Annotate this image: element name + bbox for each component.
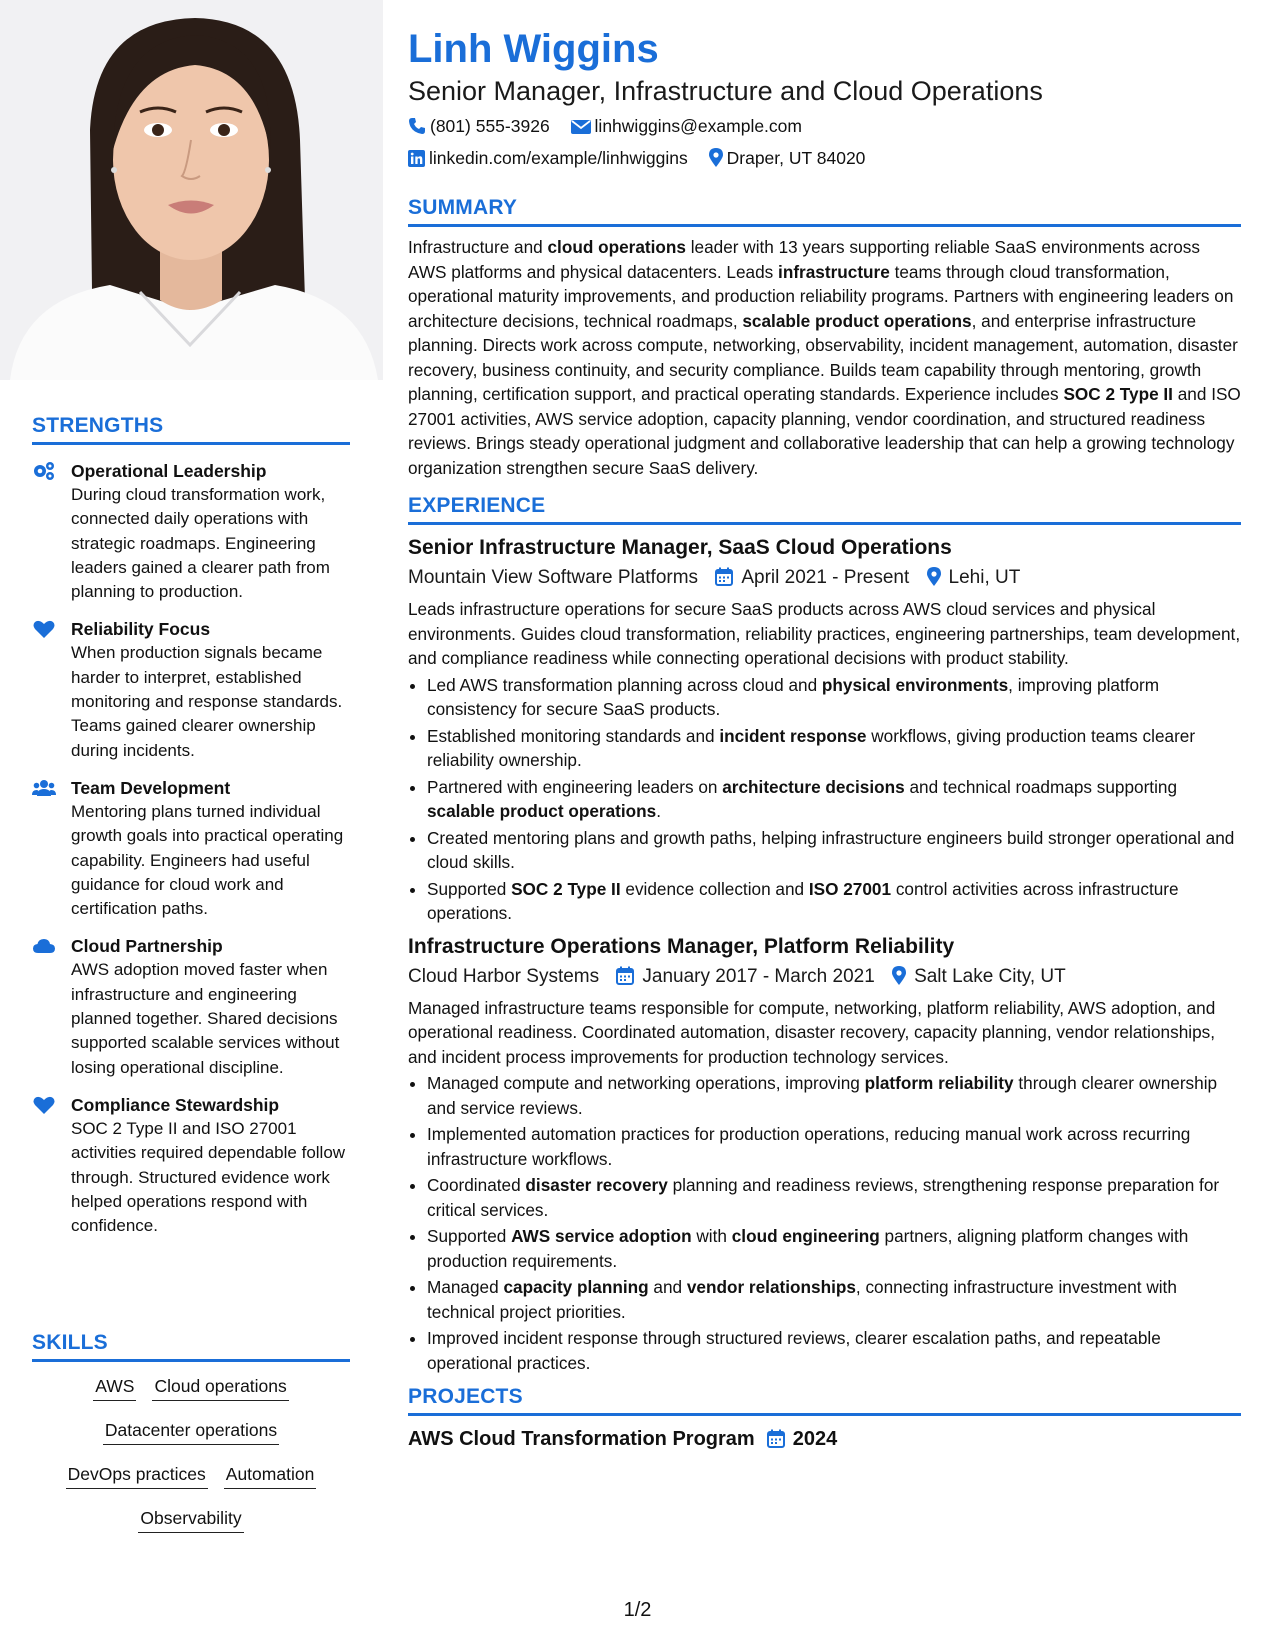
users-icon xyxy=(32,778,56,798)
skill-row xyxy=(16,1420,366,1450)
page-number: 1/2 xyxy=(623,1599,652,1621)
skill-tag: Datacenter operations xyxy=(103,1420,279,1445)
calendar-icon xyxy=(616,966,634,985)
linkedin-contact[interactable] xyxy=(408,142,688,174)
bullet-item xyxy=(427,673,1241,722)
candidate-name: Linh Wiggins xyxy=(408,27,659,71)
text-run: partners, aligning platform changes with production requirements. xyxy=(427,1226,1189,1271)
job-bullets xyxy=(408,673,1241,926)
job-title: Senior Infrastructure Manager, SaaS Cloud Operations xyxy=(408,536,952,559)
bold-keyword: SOC 2 Type II xyxy=(511,878,621,899)
summary-text xyxy=(408,235,1241,480)
email-contact[interactable] xyxy=(571,110,802,142)
text-run: Supported xyxy=(427,1226,512,1246)
skill-row xyxy=(16,1464,366,1494)
text-run: Managed compute and networking operations, improving xyxy=(427,1073,865,1093)
job-description: Leads infrastructure operations for secure SaaS products across AWS cloud services and physical environments. Guides cloud transformation, reliability practices, engineering partnerships, team development, and compliance readiness while connecting operational decisions with product stability. xyxy=(408,599,1241,668)
job-entry xyxy=(408,533,1241,926)
job-company: Cloud Harbor Systems xyxy=(408,965,600,987)
text-run: Improved incident response through structured reviews, clearer escalation paths, and repeatable operational practices. xyxy=(427,1328,1161,1373)
skill-tag: Observability xyxy=(138,1508,243,1533)
project-year: 2024 xyxy=(792,1428,838,1450)
map-pin-icon xyxy=(709,148,723,167)
strength-item xyxy=(0,934,351,1079)
envelope-icon xyxy=(571,119,591,135)
job-entry xyxy=(408,932,1241,1376)
phone-icon xyxy=(408,117,426,135)
text-run: leader with 13 years supporting reliable SaaS environments across AWS platforms and physical datacenters. Leads xyxy=(408,237,1200,282)
bold-keyword: cloud operations xyxy=(547,237,686,257)
strength-desc: When production signals became harder to interpret, established monitoring and response standards. Teams gained clearer ownership during incidents. xyxy=(71,643,343,760)
skills-heading: SKILLS xyxy=(32,1331,350,1362)
job-dates: January 2017 - March 2021 xyxy=(642,965,875,987)
job-location: Lehi, UT xyxy=(948,567,1021,588)
location-contact xyxy=(709,142,866,174)
text-run: Partnered with engineering leaders on xyxy=(427,776,723,797)
contact-info xyxy=(408,110,1241,174)
text-run: teams through cloud transformation, operational maturity improvements, and production reliability programs. Partners with engineering leaders on architecture decisions, technical roadmaps, xyxy=(408,261,1234,331)
bold-keyword: disaster recovery xyxy=(525,1175,668,1195)
bullet-item xyxy=(427,877,1241,926)
bullet-item xyxy=(427,1326,1241,1375)
text-run: Implemented automation practices for production operations, reducing manual work across recurring infrastructure workflows. xyxy=(427,1124,1191,1169)
bullet-item xyxy=(427,1275,1241,1324)
bold-keyword: cloud engineering xyxy=(731,1226,880,1246)
project-title: AWS Cloud Transformation Program xyxy=(408,1428,755,1450)
heart-icon xyxy=(32,1095,56,1115)
text-run: . xyxy=(656,801,662,821)
skill-tag: DevOps practices xyxy=(66,1464,208,1489)
text-run: control activities across infrastructure operations. xyxy=(427,878,1179,923)
summary-heading: SUMMARY xyxy=(408,196,1241,227)
job-description: Managed infrastructure teams responsible for compute, networking, platform reliability, AWS adoption, and operational readiness. Coordinated automation, disaster recovery, capacity planning, vendor relationships, and incident process improvements for production technology services. xyxy=(408,997,1216,1067)
skill-row xyxy=(16,1376,366,1406)
strength-title: Cloud Partnership xyxy=(71,936,223,957)
linkedin-text: linkedin.com/example/linhwiggins xyxy=(429,148,688,168)
text-run: , improving platform consistency for secure SaaS products. xyxy=(427,674,1160,719)
calendar-icon xyxy=(767,1429,785,1448)
bold-keyword: physical environments xyxy=(821,674,1009,695)
bullet-item xyxy=(427,1173,1241,1222)
email-text: linhwiggins@example.com xyxy=(594,116,802,136)
text-run: workflows, giving production teams clearer reliability ownership. xyxy=(427,725,1196,770)
strength-desc: AWS adoption moved faster when infrastructure and engineering planned together. Shared decisions supported scalable services without losing operational discipline. xyxy=(71,960,340,1077)
strength-desc: During cloud transformation work, connected daily operations with strategic roadmaps. Engineering leaders gained a clearer path from planning to production. xyxy=(71,485,330,602)
candidate-role: Senior Manager, Infrastructure and Cloud Operations xyxy=(408,76,1043,106)
bullet-item xyxy=(427,1122,1241,1171)
bold-keyword: incident response xyxy=(719,725,867,746)
bold-keyword: scalable product operations xyxy=(427,801,657,821)
summary-section xyxy=(408,235,1241,480)
strength-title: Reliability Focus xyxy=(71,619,211,640)
bold-keyword: SOC 2 Type II xyxy=(1063,384,1173,404)
text-run: Established monitoring standards and xyxy=(427,725,720,746)
experience-heading: EXPERIENCE xyxy=(408,494,1241,525)
bold-keyword: capacity planning xyxy=(503,1277,649,1297)
text-run: and xyxy=(648,1277,687,1297)
projects-heading: PROJECTS xyxy=(408,1385,1241,1416)
strength-item xyxy=(0,776,351,921)
right-column xyxy=(408,24,1241,1454)
strengths-heading: STRENGTHS xyxy=(32,414,350,445)
bold-keyword: scalable product operations xyxy=(742,310,972,331)
strength-title: Operational Leadership xyxy=(71,461,267,481)
bold-keyword: infrastructure xyxy=(778,261,890,282)
text-run: with xyxy=(691,1226,732,1246)
text-run: planning and readiness reviews, strengthening response preparation for critical services. xyxy=(427,1175,1220,1220)
map-pin-icon xyxy=(927,567,941,586)
strength-item xyxy=(0,1093,351,1238)
strength-item xyxy=(0,617,351,762)
linkedin-icon xyxy=(408,150,425,167)
strength-desc: Mentoring plans turned individual growth goals into practical operating capability. Engineers had useful guidance for cloud work and certification paths. xyxy=(71,801,344,919)
text-run: and technical roadmaps supporting xyxy=(904,776,1178,797)
left-column xyxy=(0,0,383,1650)
bullet-item xyxy=(427,1071,1241,1120)
skill-tag: Cloud operations xyxy=(152,1376,288,1401)
gears-icon xyxy=(32,461,56,481)
skills-section xyxy=(0,1331,383,1538)
bullet-item xyxy=(427,1224,1241,1273)
heart-icon xyxy=(32,619,56,639)
job-meta xyxy=(408,962,1241,992)
text-run: Created mentoring plans and growth paths, helping infrastructure engineers build stronger operational and cloud skills. xyxy=(427,827,1235,872)
text-run: through clearer ownership and service reviews. xyxy=(427,1073,1218,1118)
text-run: Managed xyxy=(427,1277,504,1297)
text-run: Coordinated xyxy=(427,1175,526,1195)
bold-keyword: architecture decisions xyxy=(722,776,905,797)
strength-title: Team Development xyxy=(71,777,231,798)
text-run: , connecting infrastructure investment with technical project priorities. xyxy=(427,1277,1177,1322)
profile-photo xyxy=(0,0,383,380)
calendar-icon xyxy=(715,567,733,586)
bold-keyword: AWS service adoption xyxy=(511,1226,692,1246)
job-bullets xyxy=(408,1071,1241,1375)
job-title: Infrastructure Operations Manager, Platform Reliability xyxy=(408,934,955,958)
phone-contact[interactable] xyxy=(408,110,550,142)
strength-title: Compliance Stewardship xyxy=(71,1094,280,1115)
skill-tag: AWS xyxy=(93,1376,136,1401)
map-pin-icon xyxy=(892,966,906,985)
skill-tag: Automation xyxy=(224,1464,317,1489)
project-entry xyxy=(408,1424,1241,1454)
job-meta xyxy=(408,563,1241,593)
text-run: Supported xyxy=(427,878,512,899)
text-run: , and enterprise infrastructure planning. Directs work across compute, networking, observability, incident management, automation, disaster recovery, business continuity, and security compliance. Builds team capability through mentoring, growth planning, certification support, and practical operating standards. Experience includes xyxy=(408,310,1238,404)
job-dates: April 2021 - Present xyxy=(741,567,910,588)
bold-keyword: ISO 27001 xyxy=(808,878,892,899)
cloud-icon xyxy=(32,936,56,956)
strengths-section xyxy=(0,414,383,1251)
bold-keyword: platform reliability xyxy=(864,1073,1014,1093)
strength-item xyxy=(0,459,351,604)
bullet-item xyxy=(427,724,1241,773)
job-location: Salt Lake City, UT xyxy=(914,965,1066,987)
location-text: Draper, UT 84020 xyxy=(726,148,866,168)
bullet-item xyxy=(427,775,1241,824)
strength-desc: SOC 2 Type II and ISO 27001 activities required dependable follow through. Structured evidence work helped operations respond with confidence. xyxy=(71,1118,346,1236)
text-run: and ISO 27001 activities, AWS service adoption, capacity planning, vendor coordination, and structured readiness reviews. Brings steady operational judgment and collaborative leadership that can help a growing technology organization strengthen secure SaaS delivery. xyxy=(408,384,1241,478)
job-company: Mountain View Software Platforms xyxy=(408,567,699,588)
skill-row xyxy=(16,1508,366,1538)
text-run: evidence collection and xyxy=(620,878,809,899)
bold-keyword: vendor relationships xyxy=(686,1277,856,1297)
text-run: Infrastructure and xyxy=(408,237,548,257)
bullet-item xyxy=(427,826,1241,875)
phone-text: (801) 555-3926 xyxy=(430,116,550,136)
text-run: Led AWS transformation planning across cloud and xyxy=(427,674,822,695)
